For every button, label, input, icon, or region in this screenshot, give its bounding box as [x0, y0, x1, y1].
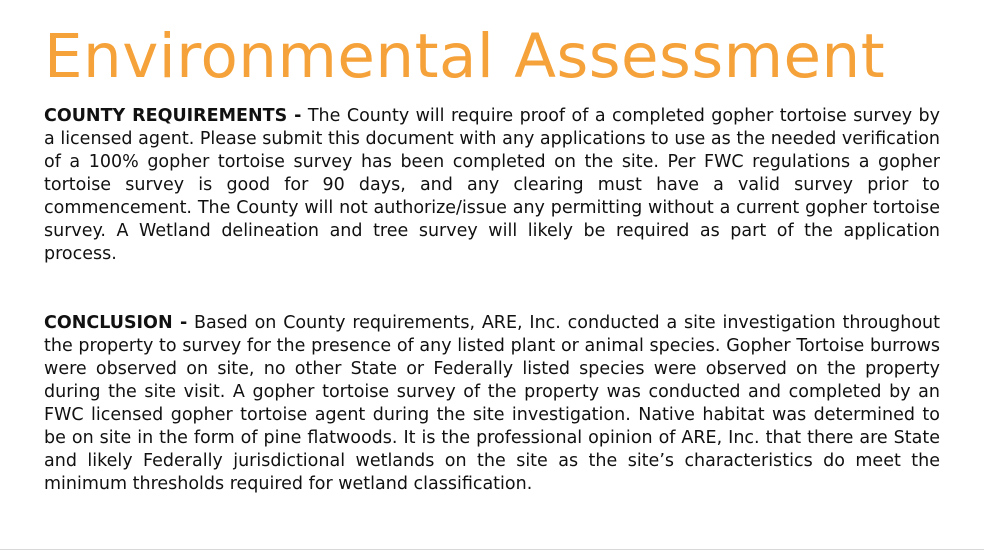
county-requirements-heading: COUNTY REQUIREMENTS -: [44, 106, 302, 126]
page-title: Environmental Assessment: [44, 21, 886, 92]
county-requirements-paragraph: [44, 105, 940, 266]
conclusion-body: Based on County requirements, ARE, Inc. conducted a site investigation throughout the property to survey for the presence of any listed plant or animal species. Gopher Tortoise burrows were observed on site, no other State or Federally listed species were observed on the property during the site visit. A gopher tortoise survey of the property was conducted and completed by an FWC licensed gopher tortoise agent during the site investigation. Native habitat was determined to be on site in the form of pine flatwoods. It is the professional opinion of ARE, Inc. that there are State and likely Federally jurisdictional wetlands on the site as the site’s characteristics do meet the minimum thresholds required for wetland classification.: [44, 313, 940, 494]
county-requirements-body: The County will require proof of a completed gopher tortoise survey by a licensed agent. Please submit this document with any applications to use as the needed verification of a 100% gopher tortoise survey has been completed on the site. Per FWC regulations a gopher tortoise survey is good for 90 days, and any clearing must have a valid survey prior to commencement. The County will not authorize/issue any permitting without a current gopher tortoise survey. A Wetland delineation and tree survey will likely be required as part of the application process.: [44, 106, 940, 264]
conclusion-paragraph: [44, 312, 940, 496]
conclusion-heading: CONCLUSION -: [44, 313, 188, 333]
